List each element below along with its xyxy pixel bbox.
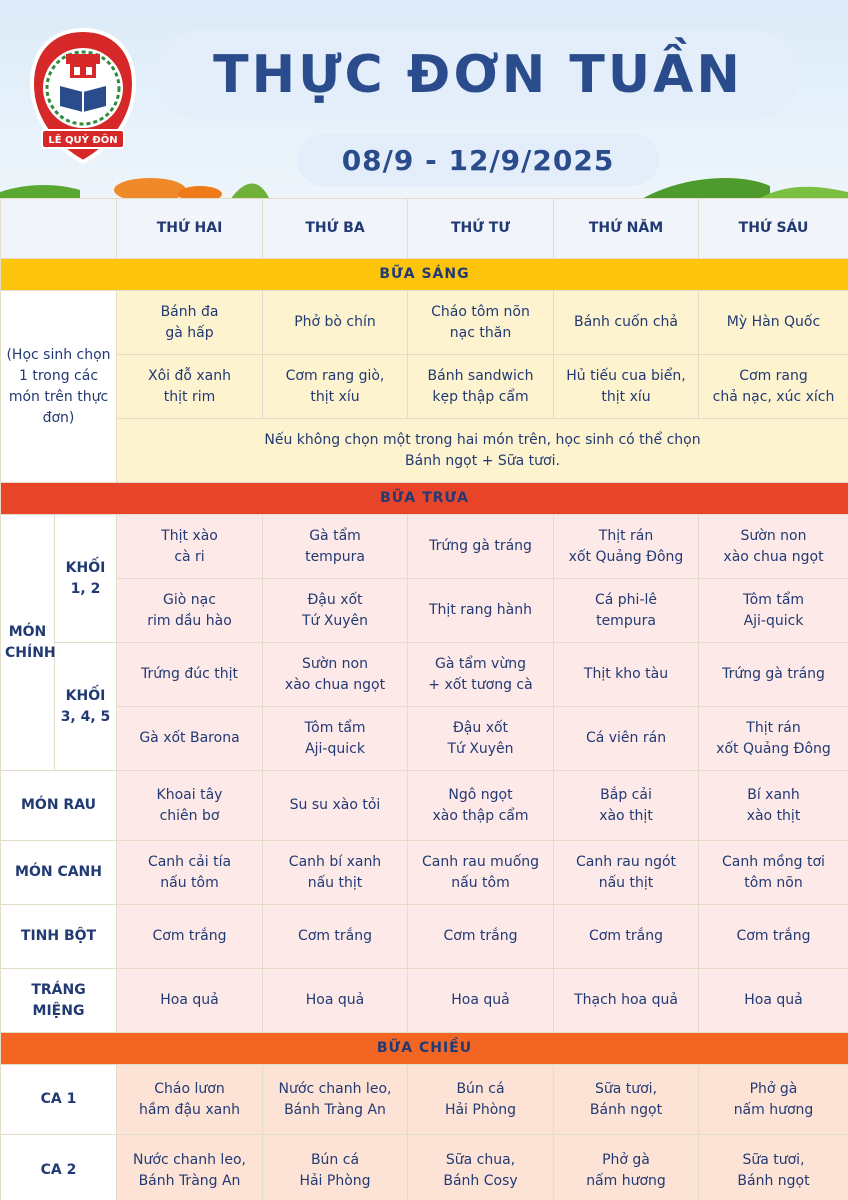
menu-cell: Hoa quả (408, 969, 554, 1033)
grade-group-label: KHỐI 3, 4, 5 (55, 643, 117, 771)
menu-cell: Sữa chua, Bánh Cosy (408, 1135, 554, 1200)
day-header: THỨ TƯ (408, 199, 554, 259)
page-header (0, 0, 848, 200)
logo-lettering: LÊ QUÝ ĐÔN (48, 135, 118, 146)
menu-cell: Hoa quả (117, 969, 263, 1033)
menu-cell: Thịt rang hành (408, 579, 554, 643)
title-pill (158, 30, 798, 120)
vegetables-decoration-icon (0, 168, 848, 200)
menu-cell: Sữa tươi, Bánh ngọt (554, 1065, 699, 1135)
breakfast-side-note: (Học sinh chọn 1 trong các món trên thực đơn) (1, 291, 117, 483)
menu-cell: Tôm tẩm Aji-quick (263, 707, 408, 771)
menu-cell: Thịt rán xốt Quảng Đông (554, 515, 699, 579)
menu-cell: Bánh cuốn chả (554, 291, 699, 355)
menu-cell: Cơm trắng (117, 905, 263, 969)
menu-cell: Sườn non xào chua ngọt (263, 643, 408, 707)
menu-cell: Cháo lươn hầm đậu xanh (117, 1065, 263, 1135)
afternoon-band: BỮA CHIỀU (1, 1033, 848, 1065)
menu-cell: Khoai tây chiên bơ (117, 771, 263, 841)
school-logo-icon (28, 26, 138, 166)
breakfast-footnote (117, 419, 848, 483)
menu-cell: Phở bò chín (263, 291, 408, 355)
menu-cell: Mỳ Hàn Quốc (699, 291, 848, 355)
menu-cell: Giò nạc rim dầu hào (117, 579, 263, 643)
menu-cell: Thạch hoa quả (554, 969, 699, 1033)
menu-cell: Canh bí xanh nấu thịt (263, 841, 408, 905)
menu-cell: Đậu xốt Tứ Xuyên (408, 707, 554, 771)
menu-cell: Cá viên rán (554, 707, 699, 771)
row-label: MÓN CANH (1, 841, 117, 905)
menu-cell: Canh rau muống nấu tôm (408, 841, 554, 905)
menu-cell: Xôi đỗ xanh thịt rim (117, 355, 263, 419)
menu-cell: Thịt kho tàu (554, 643, 699, 707)
date-range: 08/9 - 12/9/2025 (341, 143, 615, 177)
menu-cell: Gà tẩm tempura (263, 515, 408, 579)
main-dish-label: MÓN CHÍNH (1, 515, 55, 771)
menu-cell: Bún cá Hải Phòng (408, 1065, 554, 1135)
menu-cell: Gà xốt Barona (117, 707, 263, 771)
menu-cell: Tôm tẩm Aji-quick (699, 579, 848, 643)
menu-cell: Hủ tiếu cua biển, thịt xíu (554, 355, 699, 419)
menu-cell: Cơm trắng (408, 905, 554, 969)
day-header: THỨ HAI (117, 199, 263, 259)
menu-cell: Bánh sandwich kẹp thập cẩm (408, 355, 554, 419)
menu-cell: Sữa tươi, Bánh ngọt (699, 1135, 848, 1200)
row-label: TRÁNG MIỆNG (1, 969, 117, 1033)
menu-cell: Thịt xào cà ri (117, 515, 263, 579)
day-header: THỨ NĂM (554, 199, 699, 259)
row-label: CA 1 (1, 1065, 117, 1135)
menu-cell: Ngô ngọt xào thập cẩm (408, 771, 554, 841)
menu-cell: Nước chanh leo, Bánh Tràng An (117, 1135, 263, 1200)
page-title: THỰC ĐƠN TUẦN (213, 45, 743, 105)
menu-cell: Canh mồng tơi tôm nõn (699, 841, 848, 905)
menu-cell: Bún cá Hải Phòng (263, 1135, 408, 1200)
menu-cell: Sườn non xào chua ngọt (699, 515, 848, 579)
lunch-band: BỮA TRƯA (1, 483, 848, 515)
menu-cell: Trứng gà tráng (408, 515, 554, 579)
row-label: MÓN RAU (1, 771, 117, 841)
menu-cell: Phở gà nấm hương (554, 1135, 699, 1200)
menu-cell: Hoa quả (699, 969, 848, 1033)
menu-cell: Cá phi-lê tempura (554, 579, 699, 643)
menu-cell: Su su xào tỏi (263, 771, 408, 841)
footnote-line-1: Nếu không chọn một trong hai món trên, học sinh có thể chọn (264, 431, 701, 448)
menu-cell: Thịt rán xốt Quảng Đông (699, 707, 848, 771)
menu-cell: Trứng đúc thịt (117, 643, 263, 707)
menu-cell: Canh rau ngót nấu thịt (554, 841, 699, 905)
breakfast-band: BỮA SÁNG (1, 259, 848, 291)
row-label: TINH BỘT (1, 905, 117, 969)
menu-cell: Phở gà nấm hương (699, 1065, 848, 1135)
menu-cell: Bắp cải xào thịt (554, 771, 699, 841)
menu-cell: Cơm trắng (263, 905, 408, 969)
menu-cell: Bánh đa gà hấp (117, 291, 263, 355)
day-header: THỨ BA (263, 199, 408, 259)
table-corner (1, 199, 117, 259)
menu-cell: Nước chanh leo, Bánh Tràng An (263, 1065, 408, 1135)
menu-cell: Gà tẩm vừng + xốt tương cà (408, 643, 554, 707)
days-header-row (1, 199, 848, 259)
menu-cell: Cơm trắng (699, 905, 848, 969)
menu-cell: Cơm rang giò, thịt xíu (263, 355, 408, 419)
row-label: CA 2 (1, 1135, 117, 1200)
menu-cell: Đậu xốt Tứ Xuyên (263, 579, 408, 643)
menu-cell: Cơm trắng (554, 905, 699, 969)
menu-cell: Bí xanh xào thịt (699, 771, 848, 841)
menu-cell: Cơm rang chả nạc, xúc xích (699, 355, 848, 419)
weekly-menu-table (0, 198, 848, 1200)
menu-cell: Canh cải tía nấu tôm (117, 841, 263, 905)
grade-group-label: KHỐI 1, 2 (55, 515, 117, 643)
menu-cell: Trứng gà tráng (699, 643, 848, 707)
menu-cell: Hoa quả (263, 969, 408, 1033)
menu-cell: Cháo tôm nõn nạc thăn (408, 291, 554, 355)
footnote-line-2: Bánh ngọt + Sữa tươi. (405, 452, 560, 469)
day-header: THỨ SÁU (699, 199, 848, 259)
